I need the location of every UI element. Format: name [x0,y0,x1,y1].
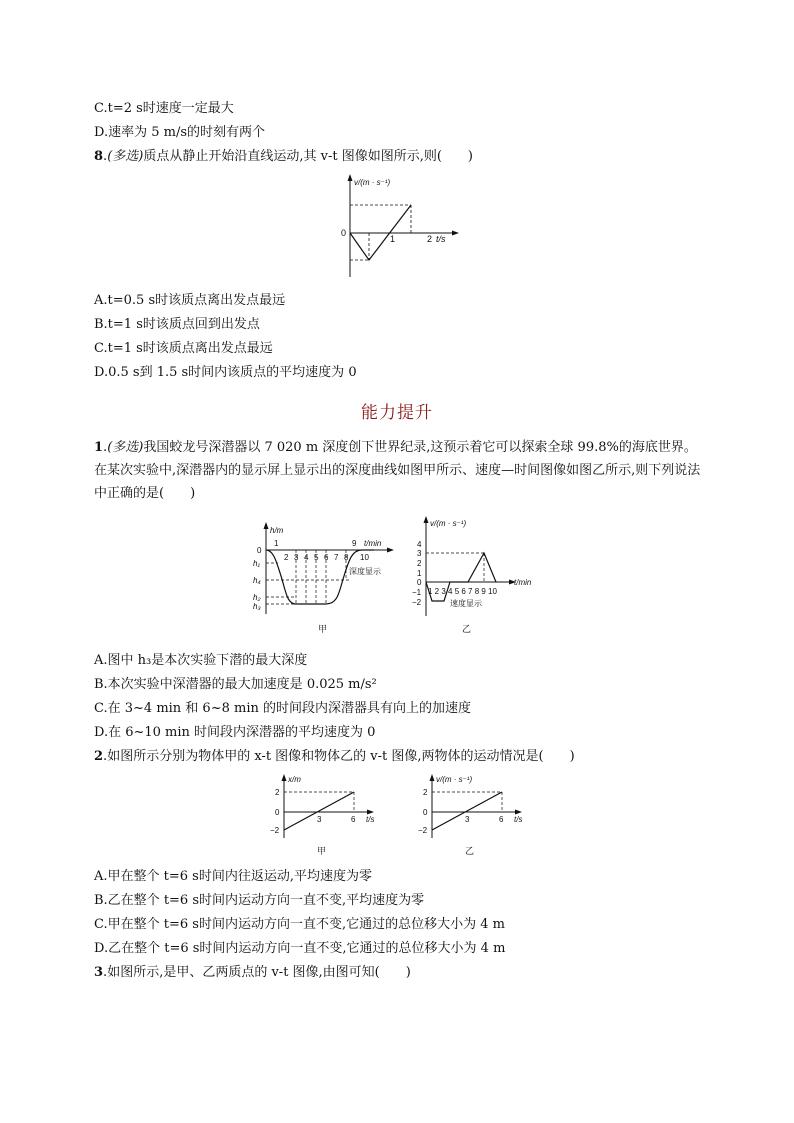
p1a-h2: h₂ [253,593,261,602]
p2a-y-label: x/m [288,775,301,784]
p1b-y-2: 2 [417,559,422,568]
p1b-y-m1: −1 [412,588,422,597]
p2b-y-m2: −2 [418,826,428,835]
p2a-y-2: 2 [275,788,280,797]
p1a-x-label: t/min [364,539,382,548]
p1a-tick-3: 3 [294,553,299,562]
q8-option-c: C.t=1 s时该质点离出发点最远 [94,341,273,356]
p1a-origin: 0 [257,546,262,555]
q8-option-b: B.t=1 s时该质点回到出发点 [94,317,260,332]
p1a-tick-6: 6 [324,553,329,562]
p2-xt-graph [262,772,392,862]
p1-option-c: C.在 3~4 min 和 6~8 min 的时间段内深潜器具有向上的加速度 [94,701,471,716]
p3-stem: 3.如图所示,是甲、乙两质点的 v-t 图像,由图可知( ) [94,965,411,980]
p1b-y-4: 4 [417,540,422,549]
p1b-y-3: 3 [417,549,422,558]
q8-tag: (多选) [107,149,144,164]
p1a-h4: h₄ [253,576,261,585]
p2a-y-0: 0 [275,808,280,817]
p3-number: 3 [94,965,104,980]
p1a-tick-5: 5 [314,553,319,562]
p1b-inside-caption: 速度显示 [450,599,482,608]
p1a-tick-7: 7 [334,553,339,562]
p1a-tick-2: 2 [284,553,289,562]
p2-stem: 2.如图所示分别为物体甲的 x-t 图像和物体乙的 v-t 图像,两物体的运动情况是( ) [94,749,575,764]
p1a-inside-caption: 深度显示 [349,567,381,576]
p1-stem: 1.(多选)我国蛟龙号深潜器以 7 020 m 深度创下世界纪录,这预示着它可以探索全球 99.8%的海底世界。在某次实验中,深潜器内的显示屏上显示出的深度曲线如图甲所示、速度—时间图像如图乙所示,则下列说法中正确的是( ) [94,440,701,501]
q8-number: 8 [94,149,104,164]
q8-y-label: v/(m · s⁻¹) [354,178,391,187]
section-title: 能力提升 [361,403,433,423]
p2b-x-3: 3 [465,815,470,824]
p1b-x-ticks: 1 2 3 4 5 6 7 8 9 10 [428,587,497,596]
p1a-tick-10: 10 [360,553,369,562]
q8-x-label: t/s [436,234,446,244]
p2b-x-label: t/s [514,815,523,824]
p1b-y-m2: −2 [412,598,422,607]
p2a-y-m2: −2 [270,826,280,835]
p2a-x-3: 3 [317,815,322,824]
q8-tick-1: 1 [390,234,396,244]
p2-number: 2 [94,749,104,764]
p1-tag: (多选) [107,440,144,455]
p1b-y-0: 0 [417,578,422,587]
p1a-tick-8: 8 [344,553,349,562]
p1-velocity-graph [410,512,550,638]
p2-vt-graph [410,772,540,862]
p2b-x-6: 6 [499,815,504,824]
q7-option-d: D.速率为 5 m/s的时刻有两个 [94,125,266,140]
p2a-caption: 甲 [317,846,327,856]
q8-origin: 0 [341,228,347,238]
q8-option-a: A.t=0.5 s时该质点离出发点最远 [94,293,286,308]
q8-stem-text: 质点从静止开始沿直线运动,其 v-t 图像如图所示,则( ) [143,149,473,164]
p1b-y-1: 1 [417,569,422,578]
p1a-tick-1: 1 [274,539,279,548]
p1a-tick-9: 9 [352,539,357,548]
p1-number: 1 [94,440,104,455]
p2b-caption: 乙 [465,846,475,856]
p1a-caption: 甲 [318,624,328,634]
p2b-y-2: 2 [423,788,428,797]
q8-option-d: D.0.5 s到 1.5 s时间内该质点的平均速度为 0 [94,365,357,380]
p1a-tick-4: 4 [304,553,309,562]
p1a-y-label: h/m [270,526,284,535]
q8-stem: 8.(多选)质点从静止开始沿直线运动,其 v-t 图像如图所示,则( ) [94,149,473,164]
p1-option-d: D.在 6~10 min 时间段内深潜器的平均速度为 0 [94,725,376,740]
p2a-x-6: 6 [351,815,356,824]
p2a-x-label: t/s [366,815,375,824]
p2-option-d: D.乙在整个 t=6 s时间内运动方向一直不变,它通过的总位移大小为 4 m [94,941,506,956]
p2b-y-label: v/(m · s⁻¹) [436,775,473,784]
q8-tick-2: 2 [427,234,433,244]
p2-option-a: A.甲在整个 t=6 s时间内往返运动,平均速度为零 [94,869,372,884]
p3-stem-text: 如图所示,是甲、乙两质点的 v-t 图像,由图可知( ) [107,965,411,980]
q8-vt-graph [335,172,485,282]
p2-option-c: C.甲在整个 t=6 s时间内运动方向一直不变,它通过的总位移大小为 4 m [94,917,505,932]
q7-option-c: C.t=2 s时速度一定最大 [94,101,234,116]
p1a-h3: h₃ [253,602,261,611]
p1a-h1: h₁ [253,559,260,568]
p1b-caption: 乙 [462,624,472,634]
p2-option-b: B.乙在整个 t=6 s时间内运动方向一直不变,平均速度为零 [94,893,425,908]
p2-stem-text: 如图所示分别为物体甲的 x-t 图像和物体乙的 v-t 图像,两物体的运动情况是( ) [107,749,575,764]
p1b-y-label: v/(m · s⁻¹) [430,519,467,528]
p1-depth-graph [250,520,410,638]
p2b-y-0: 0 [423,808,428,817]
p1-option-b: B.本次实验中深潜器的最大加速度是 0.025 m/s² [94,677,377,692]
p1-stem-text: 我国蛟龙号深潜器以 7 020 m 深度创下世界纪录,这预示着它可以探索全球 99.8%的海底世界。在某次实验中,深潜器内的显示屏上显示出的深度曲线如图甲所示、速度—时间图像如图乙所示,则下列说法中正确的是( ) [94,440,701,501]
p1-option-a: A.图中 h₃是本次实验下潜的最大深度 [94,653,308,668]
p1b-x-label: t/min [514,578,532,587]
